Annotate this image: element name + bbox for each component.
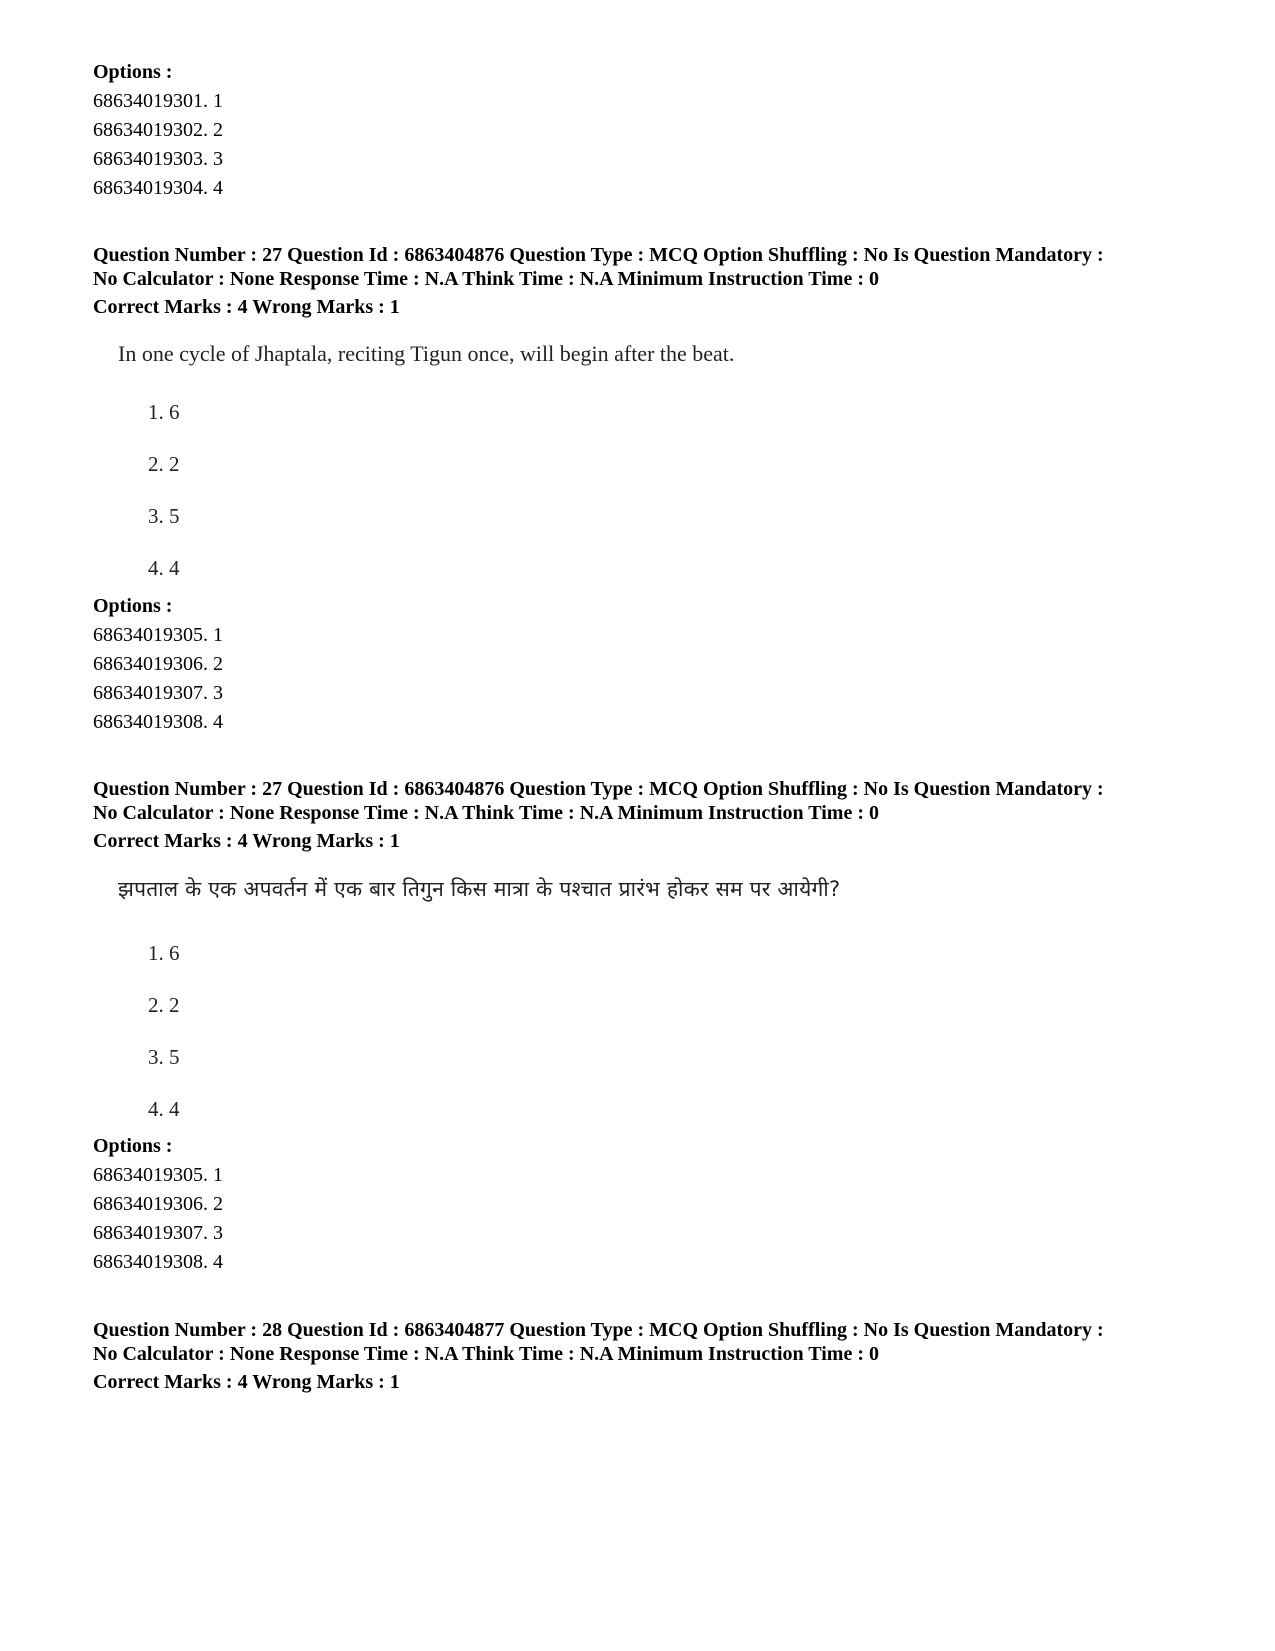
question-marks: Correct Marks : 4 Wrong Marks : 1: [93, 296, 400, 318]
question-meta-line-2: No Calculator : None Response Time : N.A Think Time : N.A Minimum Instruction Time : 0: [93, 268, 879, 290]
question-marks: Correct Marks : 4 Wrong Marks : 1: [93, 830, 400, 852]
question-choice: 4. 4: [148, 556, 180, 580]
option-line: 68634019303. 3: [93, 148, 223, 170]
option-line: 68634019307. 3: [93, 1222, 223, 1244]
option-line: 68634019308. 4: [93, 1251, 223, 1273]
option-line: 68634019306. 2: [93, 653, 223, 675]
question-meta: [93, 777, 1213, 825]
question-text: In one cycle of Jhaptala, reciting Tigun once, will begin after the beat.: [118, 341, 735, 366]
option-line: 68634019305. 1: [93, 624, 223, 646]
option-line: 68634019302. 2: [93, 119, 223, 141]
question-meta-line-1: Question Number : 27 Question Id : 6863404876 Question Type : MCQ Option Shuffling : No Is Question Mandatory :: [93, 778, 1104, 800]
question-meta-line-2: No Calculator : None Response Time : N.A Think Time : N.A Minimum Instruction Time : 0: [93, 1343, 879, 1365]
question-meta: [93, 1318, 1213, 1366]
question-text: झपताल के एक अपवर्तन में एक बार तिगुन किस मात्रा के पश्चात प्रारंभ होकर सम पर आयेगी?: [118, 877, 841, 901]
question-choice: 2. 2: [148, 993, 180, 1017]
option-line: 68634019304. 4: [93, 177, 223, 199]
question-choice: 1. 6: [148, 941, 180, 965]
question-choice: 3. 5: [148, 1045, 180, 1069]
option-line: 68634019306. 2: [93, 1193, 223, 1215]
options-heading: Options :: [93, 61, 173, 83]
question-marks: Correct Marks : 4 Wrong Marks : 1: [93, 1371, 400, 1393]
options-heading: Options :: [93, 595, 173, 617]
question-meta-line-1: Question Number : 27 Question Id : 6863404876 Question Type : MCQ Option Shuffling : No Is Question Mandatory :: [93, 244, 1104, 266]
question-meta: [93, 243, 1213, 291]
options-block: [93, 1132, 223, 1277]
options-block-top: [93, 58, 223, 203]
option-line: 68634019301. 1: [93, 90, 223, 112]
question-meta-line-1: Question Number : 28 Question Id : 6863404877 Question Type : MCQ Option Shuffling : No Is Question Mandatory :: [93, 1319, 1104, 1341]
question-choice: 4. 4: [148, 1097, 180, 1121]
question-choice: 2. 2: [148, 452, 180, 476]
question-image: [118, 875, 841, 1121]
options-block: [93, 592, 223, 737]
option-line: 68634019305. 1: [93, 1164, 223, 1186]
question-image: [118, 340, 735, 580]
question-choice: 1. 6: [148, 400, 180, 424]
question-choice: 3. 5: [148, 504, 180, 528]
options-heading: Options :: [93, 1135, 173, 1157]
option-line: 68634019308. 4: [93, 711, 223, 733]
question-meta-line-2: No Calculator : None Response Time : N.A Think Time : N.A Minimum Instruction Time : 0: [93, 802, 879, 824]
option-line: 68634019307. 3: [93, 682, 223, 704]
